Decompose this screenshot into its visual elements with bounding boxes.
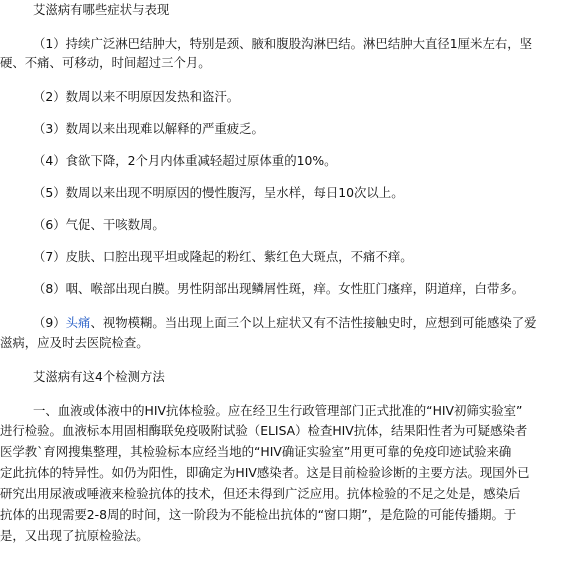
symptom-9-line-1 <box>33 315 537 331</box>
tests-paragraph-line-1: 一、血液或体液中的HIV抗体检验。应在经卫生行政管理部门正式批准的“HIV初筛实验室” <box>33 403 523 418</box>
heading-tests: 艾滋病有这4个检测方法 <box>33 369 165 384</box>
tests-paragraph-line-5: 研究出用尿液或唾液来检验抗体的技术，但还未得到广泛应用。抗体检验的不足之处是，感染后 <box>0 486 521 501</box>
symptom-2: （2）数周以来不明原因发热和盗汗。 <box>33 89 240 104</box>
tests-paragraph-line-7: 是，又出现了抗原检验法。 <box>0 528 149 543</box>
symptom-3: （3）数周以来出现难以解释的严重疲乏。 <box>33 121 264 136</box>
symptom-9-line-2: 滋病，应及时去医院检查。 <box>0 335 149 350</box>
tests-paragraph-line-2: 进行检验。血液标本用固相酶联免疫吸附试验（ELISA）检查HIV抗体，结果阳性者为可疑感染者 <box>0 423 528 438</box>
symptom-1-line-2: 硬、不痛、可移动，时间超过三个月。 <box>0 55 211 70</box>
symptom-9-prefix: （9） <box>33 315 66 330</box>
symptom-9-rest: 、视物模糊。当出现上面三个以上症状又有不洁性接触史时，应想到可能感染了爱 <box>90 315 537 330</box>
symptom-7: （7）皮肤、口腔出现平坦或隆起的粉红、紫红色大斑点，不痛不痒。 <box>33 249 413 264</box>
symptom-1-line-1: （1）持续广泛淋巴结肿大，特别是颈、腋和腹股沟淋巴结。淋巴结肿大直径1厘米左右，坚 <box>33 36 533 51</box>
tests-paragraph-line-4: 定此抗体的特异性。如仍为阳性，即确定为HIV感染者。这是目前检验诊断的主要方法。现国外已 <box>0 465 530 480</box>
symptom-4: （4）食欲下降，2个月内体重减轻超过原体重的10%。 <box>33 153 337 168</box>
symptom-8: （8）咽、喉部出现白膜。男性阴部出现鳞屑性斑，痒。女性肛门瘙痒，阴道痒，白带多。 <box>33 281 525 296</box>
tests-paragraph-line-6: 抗体的出现需要2-8周的时间，这一阶段为不能检出抗体的“窗口期”，是危险的可能传播期。于 <box>0 507 517 522</box>
heading-symptoms: 艾滋病有哪些症状与表现 <box>33 2 170 17</box>
headache-link[interactable]: 头痛 <box>65 315 91 330</box>
tests-paragraph-line-3: 医学教`育网搜集整理，其检验标本应经当地的“HIV确证实验室”用更可靠的免疫印迹试验来确 <box>0 444 512 459</box>
symptom-5: （5）数周以来出现不明原因的慢性腹泻，呈水样，每日10次以上。 <box>33 185 404 200</box>
symptom-6: （6）气促、干咳数周。 <box>33 217 165 232</box>
